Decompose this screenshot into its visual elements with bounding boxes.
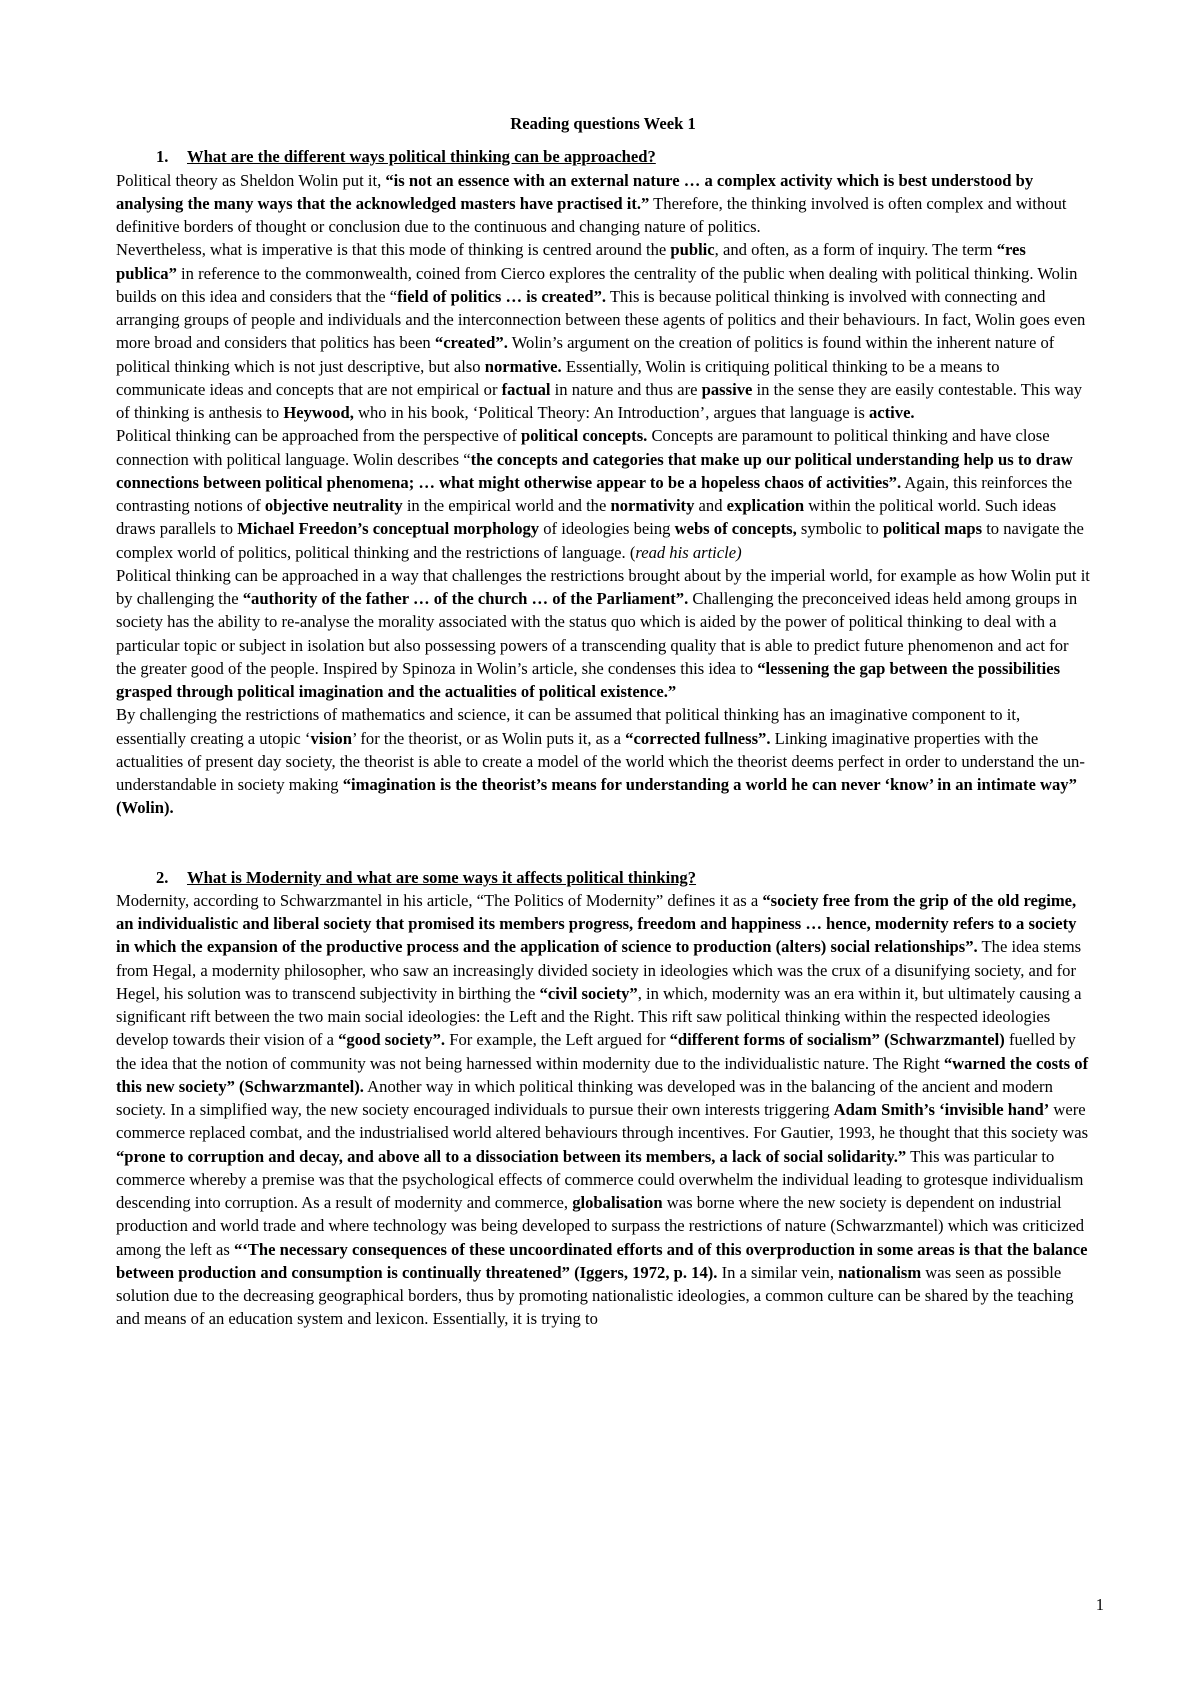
text-run: Modernity, according to Schwarzmantel in his article, “The Politics of Modernity” defines it as a [116,890,763,910]
document-title: Reading questions Week 1 [510,114,696,133]
text-run: Wolin’s argument on the creation of politics is found within the inherent nature of political thinking which is not just descriptive, but also [116,333,1055,376]
bold-text: globalisation [572,1193,663,1212]
text-run: was seen as possible solution due to the decreasing geographical borders, thus by promoting nationalistic ideologies, a common culture can be shared by the teaching and means of an education system and lexicon. Essentially, it is trying to [116,1262,1074,1329]
bold-text: “lessening the gap between the possibilities grasped through political imagination and the actualities of political existence.” [116,658,1061,701]
text-run: in reference to the commonwealth, coined from Cierco explores the centrality of the public when dealing with political thinking. Wolin builds on this idea and considers that the “ [116,263,1078,306]
bold-text: “civil society” [539,983,638,1003]
text-run: who in his book, ‘Political Theory: An Introduction’, argues that language is [353,403,869,422]
bold-text: Heywood, [283,403,354,422]
text-run: Political theory as Sheldon Wolin put it, [116,170,386,190]
page-number: 1 [1095,1595,1104,1614]
bold-text: “society free from the grip of the old regime, an individualistic and liberal society that promised its members progress, freedom and happiness … hence, modernity refers to a society in which the expansion of the productive process and the application of science to production (alters) social relationships”. [116,890,1077,957]
italic-text: read his article) [635,542,742,562]
text-run: Again, this reinforces the contrasting notions of [116,472,1073,515]
paragraph [116,564,1090,704]
bold-text: nationalism [838,1262,922,1282]
bold-text: “different forms of socialism” (Schwarzmantel) [669,1030,1005,1050]
bold-text: active. [868,403,915,422]
bold-text: webs of concepts, [674,519,797,539]
bold-text: public [670,240,715,260]
bold-text: vision [310,728,352,748]
paragraph [116,889,1090,1331]
text-run: Concepts are paramount to political thinking and have close connection with political language. Wolin describes “ [116,426,1050,469]
bold-text: “good society”. [338,1030,446,1050]
bold-text: political maps [882,519,983,539]
text-run: For example, the Left argued for [445,1030,670,1050]
paragraph [116,424,1090,564]
bold-text: field of politics … is created”. [397,286,607,306]
bold-text: “authority of the father … of the church … of the Parliament”. [242,589,689,608]
question-heading [116,145,1090,168]
text-run: In a similar vein, [717,1262,839,1282]
text-run: , and often, as a form of inquiry. The term [714,240,997,260]
text-run: Political thinking can be approached from the perspective of [116,426,522,446]
text-run: in the sense they are easily contestable. This way of thinking is anthesis to [116,379,1082,422]
bold-text: normative. [484,356,562,376]
text-run: and [694,496,727,515]
text-run: symbolic to [796,519,883,539]
bold-text: the concepts and categories that make up our political understanding help us to draw connections between political phenomena; … what might otherwise appear to be a hopeless chaos of activities”. [116,449,1073,492]
question-text: What is Modernity and what are some ways it affects political thinking? [187,867,697,887]
text-run: fuelled by the idea that the notion of community was not being harnessed within modernity due to the individualistic nature. The Right [116,1030,1076,1073]
bold-text: explication [726,496,805,515]
text-run: This was particular to commerce whereby a premise was that the psychological effects of commerce could overwhelm the individual leading to grotesque individualism descending into corruption. As a result of modernity and commerce, [116,1146,1084,1212]
text-run: This is because political thinking is involved with connecting and arranging groups of people and individuals and the interconnection between these agents of politics and their behaviours. In fact, Wolin goes even more broad and considers that politics has been [116,286,1086,353]
bold-text: “res publica” [116,240,1026,283]
question-text: What are the different ways political thinking can be approached? [187,147,656,167]
text-run: of ideologies being [539,519,675,539]
text-run: Another way in which political thinking was developed was in the balancing of the ancient and modern society. In a simplified way, the new society encouraged individuals to pursue their own interests triggering [116,1076,1053,1119]
text-run: Linking imaginative properties with the actualities of present day society, the theorist is able to create a model of the world which the theorist deems perfect in order to understand the un-understandable in society making [116,728,1085,794]
section [116,866,1090,1331]
text-run: to navigate the complex world of politics, political thinking and the restrictions of language. ( [116,519,1084,562]
bold-text: “prone to corruption and decay, and above all to a dissociation between its members, a lack of social solidarity.” [116,1146,907,1166]
text-run: within the political world. Such ideas draws parallels to [116,496,1057,539]
text-run: Challenging the preconceived ideas held among groups in society has the ability to re-analyse the morality associated with the status quo which is aided by the power of political thinking to deal with a particular topic or subject in isolation but also possessing powers of a transcending quality that is able to predict future phenomenon and act for the greater good of the people. Inspired by Spinoza in Wolin’s article, she condenses this idea to [116,589,1078,678]
paragraph [116,169,1090,239]
bold-text: factual [501,379,551,399]
text-run: was borne where the new society is dependent on industrial production and world trade and where technology was being developed to surpass the restrictions of nature (Schwarzmantel) which was criticized among the left as [116,1193,1085,1259]
bold-text: Adam Smith’s ‘invisible hand’ [833,1100,1050,1119]
text-run: in nature and thus are [550,379,702,399]
section-spacer [116,820,1090,866]
bold-text: “imagination is the theorist’s means for understanding a world he can never ‘know’ in an intimate way” (Wolin). [116,775,1077,818]
text-run: The idea stems from Hegal, a modernity philosopher, who saw an increasingly divided society in ideologies which was the crux of a disunifying society, and for Hegel, his solution was to transcend subjectivity in birthing the [116,937,1082,1003]
bold-text: “is not an essence with an external nature … a complex activity which is best understood by analysing the many ways that the acknowledged masters have practised it.” [116,170,1034,213]
text-run: Therefore, the thinking involved is often complex and without definitive borders of thought or conclusion due to the continuous and changing nature of politics. [116,193,1067,236]
question-number: 1. [156,147,169,167]
text-run: in the empirical world and the [402,496,611,515]
bold-text: “corrected fullness”. [625,728,771,748]
section [116,145,1090,819]
text-run: By challenging the restrictions of mathematics and science, it can be assumed that political thinking has an imaginative component to it, essentially creating a utopic ‘ [116,705,1021,748]
text-run: ’ for the theorist, or as Wolin puts it, as a [351,728,626,748]
bold-text: political concepts. [521,426,648,446]
page-content [116,112,1090,1331]
paragraph [116,238,1090,424]
text-run: Political thinking can be approached in a way that challenges the restrictions brought about by the imperial world, for example as how Wolin put it by challenging the [116,565,1090,608]
bold-text: passive [701,379,753,399]
question-number: 2. [156,867,169,887]
text-run: were commerce replaced combat, and the industrialised world altered behaviours through incentives. For Gautier, 1993, he thought that this society was [116,1100,1089,1143]
paragraph [116,703,1090,819]
bold-text: Michael Freedon’s conceptual morphology [237,519,540,539]
bold-text: “warned the costs of this new society” (Schwarzmantel). [116,1053,1089,1096]
bold-text: objective neutrality [264,496,403,515]
text-run: Essentially, Wolin is critiquing political thinking to be a means to communicate ideas and concepts that are not empirical or [116,356,1000,399]
bold-text: “created”. [434,333,508,353]
text-run: Nevertheless, what is imperative is that this mode of thinking is centred around the [116,240,671,260]
text-run: , in which, modernity was an era within it, but ultimately causing a significant rift between the two main social ideologies: the Left and the Right. This rift saw political thinking within the respected ideologies develop towards their vision of a [116,983,1082,1050]
bold-text: “‘The necessary consequences of these uncoordinated efforts and of this overproduction in some areas is that the balance between production and consumption is continually threatened” (Iggers, 1972, p. 14). [116,1239,1088,1282]
bold-text: normativity [610,496,695,515]
question-heading [116,866,1090,889]
